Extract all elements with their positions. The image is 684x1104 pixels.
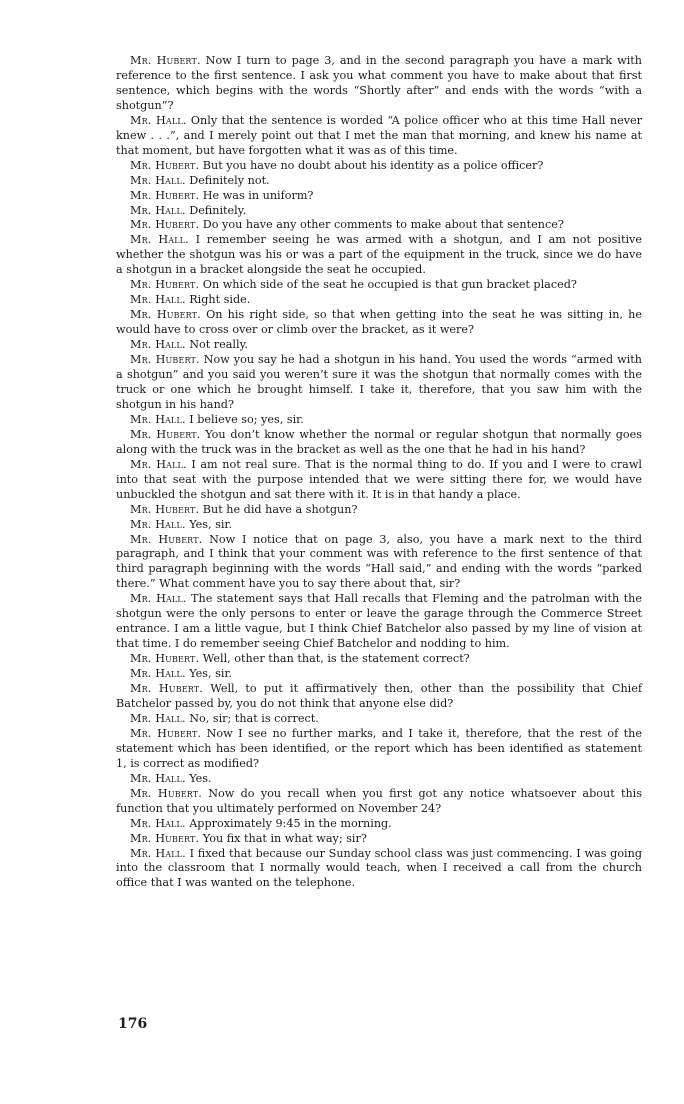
- speech-text: Now I see no further marks, and I take it, therefore, that the rest of the statement which has been identified, or the report which has been identified as statement 1, is correct as modified?: [116, 726, 642, 770]
- speaker-name: Mr. Hubert.: [130, 502, 200, 516]
- speech-text: Now I notice that on page 3, also, you have a mark next to the third paragraph, and I think that your comment was with reference to the first sentence of that third paragraph beginning with the words “Hall said,” and ending with the words “parked there.” What comment have you to say there about that, sir?: [116, 532, 642, 591]
- transcript-paragraph: [116, 54, 642, 114]
- speaker-name: Mr. Hall.: [130, 771, 186, 785]
- speech-text: Well, to put it affirmatively then, other than the possibility that Chief Batchelor passed by, you do not think that anyone else did?: [116, 682, 643, 710]
- transcript-paragraph: [116, 667, 642, 682]
- speaker-name: Mr. Hall.: [130, 233, 189, 247]
- transcript-paragraph: [116, 772, 642, 787]
- transcript-paragraph: [116, 218, 642, 233]
- speaker-name: Mr. Hall.: [130, 457, 187, 471]
- speaker-name: Mr. Hall.: [130, 667, 186, 681]
- speech-text: You don’t know whether the normal or regular shotgun that normally goes along with the truck was in the bracket as well as the one that he had in his hand?: [116, 427, 642, 456]
- speaker-name: Mr. Hubert.: [130, 682, 203, 696]
- page-number: 176: [118, 1016, 148, 1032]
- speech-text: Right side.: [189, 293, 251, 307]
- speech-text: Only that the sentence is worded “A police officer who at this time Hall never knew . . .”, and I merely point out that I met the man that morning, and knew his name at that moment, but have forgotten what it was as of this time.: [116, 113, 642, 157]
- speech-text: Now I turn to page 3, and in the second paragraph you have a mark with reference to the first sentence. I ask you what comment you have to make about that first sentence, which begins with the words “Shortly after” and ends with the words “with a shotgun”?: [116, 54, 643, 112]
- transcript-paragraph: [116, 428, 642, 458]
- speaker-name: Mr. Hall.: [130, 293, 186, 307]
- transcript-paragraph: [116, 413, 642, 428]
- speaker-name: Mr. Hubert.: [130, 786, 202, 800]
- transcript-paragraph: [116, 712, 642, 727]
- speaker-name: Mr. Hall.: [130, 338, 186, 352]
- speaker-name: Mr. Hall.: [130, 517, 186, 531]
- transcript-paragraph: [116, 204, 642, 219]
- speaker-name: Mr. Hubert.: [130, 218, 200, 232]
- speech-text: I am not real sure. That is the normal thing to do. If you and I were to crawl into that seat with the purpose intended that we were sitting there for, we would have unbuckled the shotgun and sat there with it. It is in that handy a place.: [116, 457, 643, 501]
- speech-text: No, sir; that is correct.: [189, 711, 319, 725]
- speech-text: He was in uniform?: [202, 188, 314, 202]
- transcript-paragraph: [116, 338, 642, 353]
- transcript-page: [116, 54, 642, 891]
- speech-text: I fixed that because our Sunday school class was just commencing. I was going into the classroom that I normally would teach, when I received a call from the church office that I was wanted on the telephone.: [116, 846, 643, 890]
- transcript-paragraph: [116, 159, 642, 174]
- speech-text: But he did have a shotgun?: [202, 502, 358, 516]
- speaker-name: Mr. Hall.: [130, 173, 186, 187]
- speaker-name: Mr. Hall.: [130, 711, 186, 725]
- speaker-name: Mr. Hall.: [130, 113, 187, 127]
- speaker-name: Mr. Hall.: [130, 203, 186, 217]
- speech-text: Yes, sir.: [189, 517, 233, 531]
- speaker-name: Mr. Hubert.: [130, 726, 202, 740]
- speech-text: Definitely not.: [189, 173, 270, 187]
- speaker-name: Mr. Hall.: [130, 412, 186, 426]
- transcript-paragraph: [116, 114, 642, 159]
- transcript-paragraph: [116, 353, 642, 413]
- transcript-paragraph: [116, 652, 642, 667]
- speech-text: I believe so; yes, sir.: [189, 412, 304, 426]
- speaker-name: Mr. Hall.: [130, 816, 186, 830]
- speech-text: I remember seeing he was armed with a shotgun, and I am not positive whether the shotgun was his or was a part of the equipment in the truck, since we do have a shotgun in a bracket alongside the seat he occupied.: [116, 233, 642, 277]
- transcript-paragraph: [116, 817, 642, 832]
- transcript-paragraph: [116, 458, 642, 503]
- speech-text: Not really.: [189, 338, 248, 352]
- speaker-name: Mr. Hubert.: [130, 188, 200, 202]
- speaker-name: Mr. Hubert.: [130, 278, 200, 292]
- speaker-name: Mr. Hubert.: [130, 158, 200, 172]
- transcript-paragraph: [116, 682, 642, 712]
- speaker-name: Mr. Hubert.: [130, 652, 200, 666]
- transcript-paragraph: [116, 174, 642, 189]
- transcript-paragraph: [116, 592, 642, 652]
- transcript-paragraph: [116, 233, 642, 278]
- speaker-name: Mr. Hubert.: [130, 532, 203, 546]
- speech-text: The statement says that Hall recalls that Fleming and the patrolman with the shotgun were the only persons to enter or leave the garage through the Commerce Street entrance. I am a little vague, but I think Chief Batchelor also passed by my line of vision at that time. I do remember seeing Chief Batchelor and nodding to him.: [116, 592, 643, 651]
- speech-text: On which side of the seat he occupied is that gun bracket placed?: [202, 278, 577, 292]
- speech-text: Yes.: [189, 771, 212, 785]
- speaker-name: Mr. Hubert.: [130, 353, 200, 367]
- speaker-name: Mr. Hall.: [130, 846, 186, 860]
- speech-text: Do you have any other comments to make about that sentence?: [202, 218, 564, 232]
- speech-text: But you have no doubt about his identity as a police officer?: [202, 158, 544, 172]
- speaker-name: Mr. Hall.: [130, 592, 187, 606]
- transcript-paragraph: [116, 278, 642, 293]
- speaker-name: Mr. Hubert.: [130, 427, 201, 441]
- transcript-paragraph: [116, 832, 642, 847]
- transcript-paragraph: [116, 533, 642, 593]
- speech-text: Now do you recall when you first got any notice whatsoever about this function that you ultimately performed on November 24?: [116, 786, 643, 815]
- speaker-name: Mr. Hubert.: [130, 831, 200, 845]
- speech-text: You fix that in what way; sir?: [202, 831, 367, 845]
- speech-text: On his right side, so that when getting into the seat he was sitting in, he would have to cross over or climb over the bracket, as it were?: [116, 308, 643, 337]
- transcript-paragraph: [116, 847, 642, 892]
- transcript-paragraph: [116, 787, 642, 817]
- speaker-name: Mr. Hubert.: [130, 308, 201, 322]
- transcript-paragraph: [116, 189, 642, 204]
- speaker-name: Mr. Hubert.: [130, 54, 201, 67]
- speech-text: Well, other than that, is the statement correct?: [202, 652, 470, 666]
- transcript-paragraph: [116, 727, 642, 772]
- speech-text: Approximately 9:45 in the morning.: [189, 816, 392, 830]
- transcript-paragraph: [116, 518, 642, 533]
- speech-text: Definitely.: [189, 203, 247, 217]
- speech-text: Yes, sir.: [189, 667, 233, 681]
- speech-text: Now you say he had a shotgun in his hand. You used the words “armed with a shotgun” and you said you weren’t sure it was the shotgun that normally comes with the truck or one which he brought himself. I take it, therefore, that you saw him with the shotgun in his hand?: [116, 353, 642, 411]
- transcript-paragraph: [116, 293, 642, 308]
- transcript-paragraph: [116, 308, 642, 338]
- transcript-paragraph: [116, 503, 642, 518]
